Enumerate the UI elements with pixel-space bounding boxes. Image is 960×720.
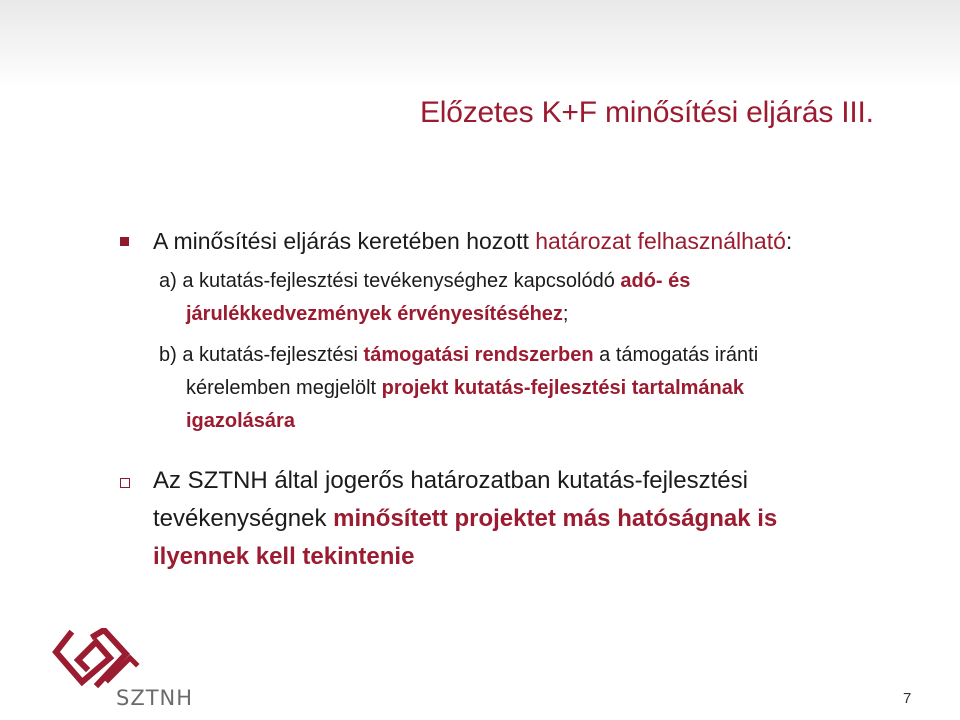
bullet-1-plain: A minősítési eljárás keretében hozott [153,228,536,254]
page-number: 7 [903,690,912,707]
sub-a-line-2 [186,303,568,326]
bullet-1-text [153,228,792,255]
slide-title: Előzetes K+F minősítési eljárás III. [420,96,874,129]
bullet-2-highlight-2: ilyennek kell tekintenie [153,543,415,570]
sub-b-plain-3: kérelemben megjelölt [186,377,382,399]
sub-b-line-1 [159,344,758,367]
sub-a-highlight-2: járulékkedvezmények érvényesítéséhez [186,303,563,325]
sub-b-line-3 [186,410,295,433]
sztnh-logo-icon [48,628,148,690]
sub-b-line-2 [186,377,744,400]
bullet-2-highlight-1: minősített projektet más hatóságnak is [333,505,778,532]
square-bullet-icon [120,478,130,488]
logo-text: SZTNH [116,686,194,710]
header-band [0,0,960,86]
sub-a-semicolon: ; [562,303,569,325]
sub-a-plain: a) a kutatás-fejlesztési tevékenységhez kapcsolódó [159,270,621,292]
sub-b-highlight-3: igazolására [186,410,295,432]
sub-b-plain-1: b) a kutatás-fejlesztési [159,344,364,366]
sub-b-plain-2: a támogatás iránti [593,344,759,366]
sub-b-highlight-1: támogatási rendszerben [363,344,594,366]
bullet-2-line-1: Az SZTNH által jogerős határozatban kutatás-fejlesztési [153,467,748,494]
bullet-2-line-2 [153,505,777,533]
bullet-2-plain: tevékenységnek [153,505,334,532]
bullet-1-colon: : [785,228,793,254]
bullet-1-highlight: határozat felhasználható [535,228,786,254]
sub-a-line-1 [159,270,690,293]
sub-b-highlight-2: projekt kutatás-fejlesztési tartalmának [381,377,745,399]
square-bullet-icon [120,237,129,246]
bullet-2-line-3 [153,543,414,571]
sub-a-highlight-1: adó- és [620,270,691,292]
